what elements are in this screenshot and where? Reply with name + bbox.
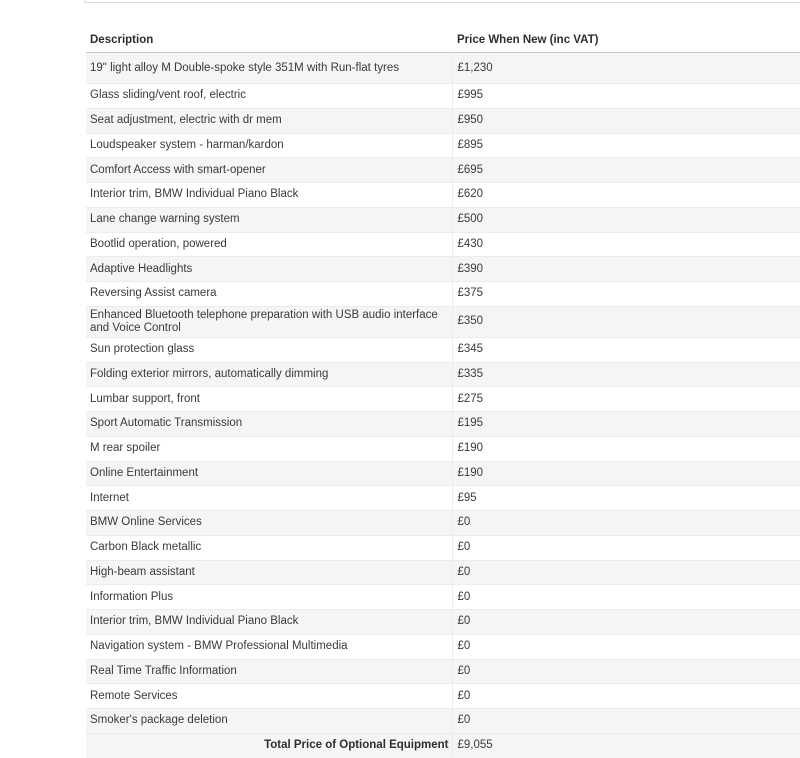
equipment-price: £190	[452, 436, 800, 461]
equipment-description: BMW Online Services	[86, 511, 452, 536]
equipment-description: Sun protection glass	[86, 337, 452, 362]
table-row	[86, 709, 800, 734]
equipment-price: £0	[452, 610, 800, 635]
table-row	[86, 387, 800, 412]
equipment-price: £0	[452, 535, 800, 560]
table-row	[86, 634, 800, 659]
column-header-description: Description	[86, 28, 452, 53]
equipment-description: Navigation system - BMW Professional Multimedia	[86, 634, 452, 659]
equipment-price: £0	[452, 585, 800, 610]
equipment-price: £0	[452, 659, 800, 684]
equipment-price: £95	[452, 486, 800, 511]
equipment-description: Real Time Traffic Information	[86, 659, 452, 684]
equipment-description: Online Entertainment	[86, 461, 452, 486]
optional-equipment-table	[86, 28, 800, 758]
table-row	[86, 684, 800, 709]
equipment-description: Information Plus	[86, 585, 452, 610]
equipment-description: Carbon Black metallic	[86, 535, 452, 560]
equipment-price: £895	[452, 133, 800, 158]
table-body	[86, 53, 800, 734]
equipment-description: Loudspeaker system - harman/kardon	[86, 133, 452, 158]
table-header-row	[86, 28, 800, 53]
equipment-description: Interior trim, BMW Individual Piano Black	[86, 183, 452, 208]
equipment-price: £695	[452, 158, 800, 183]
equipment-price: £0	[452, 634, 800, 659]
equipment-price: £335	[452, 362, 800, 387]
equipment-price: £1,230	[452, 53, 800, 84]
table-row	[86, 53, 800, 84]
table-row	[86, 461, 800, 486]
equipment-description: Folding exterior mirrors, automatically dimming	[86, 362, 452, 387]
equipment-description: Enhanced Bluetooth telephone preparation with USB audio interface and Voice Control	[86, 306, 452, 337]
equipment-description: 19" light alloy M Double-spoke style 351M with Run-flat tyres	[86, 53, 452, 84]
equipment-price: £0	[452, 684, 800, 709]
table-row	[86, 560, 800, 585]
equipment-description: M rear spoiler	[86, 436, 452, 461]
equipment-price: £345	[452, 337, 800, 362]
equipment-price: £620	[452, 183, 800, 208]
table-row	[86, 282, 800, 307]
table-row	[86, 535, 800, 560]
table-row	[86, 436, 800, 461]
equipment-description: Lane change warning system	[86, 207, 452, 232]
equipment-description: Sport Automatic Transmission	[86, 412, 452, 437]
table-row	[86, 183, 800, 208]
table-row	[86, 511, 800, 536]
equipment-price: £375	[452, 282, 800, 307]
equipment-price: £190	[452, 461, 800, 486]
equipment-description: Glass sliding/vent roof, electric	[86, 84, 452, 109]
table-row	[86, 585, 800, 610]
equipment-price: £0	[452, 709, 800, 734]
table-row	[86, 659, 800, 684]
table-row	[86, 306, 800, 337]
equipment-description: Bootlid operation, powered	[86, 232, 452, 257]
table-row	[86, 84, 800, 109]
total-value: £9,055	[452, 733, 800, 758]
table-row	[86, 207, 800, 232]
equipment-price: £0	[452, 560, 800, 585]
equipment-description: Reversing Assist camera	[86, 282, 452, 307]
table-row	[86, 486, 800, 511]
table-row	[86, 412, 800, 437]
equipment-description: Internet	[86, 486, 452, 511]
total-label: Total Price of Optional Equipment	[86, 733, 452, 758]
table-row	[86, 108, 800, 133]
table-row	[86, 133, 800, 158]
equipment-price: £390	[452, 257, 800, 282]
equipment-description: High-beam assistant	[86, 560, 452, 585]
equipment-description: Comfort Access with smart-opener	[86, 158, 452, 183]
equipment-price: £950	[452, 108, 800, 133]
table-row	[86, 362, 800, 387]
table-row	[86, 257, 800, 282]
equipment-price: £995	[452, 84, 800, 109]
equipment-price: £0	[452, 511, 800, 536]
equipment-description: Adaptive Headlights	[86, 257, 452, 282]
equipment-price: £430	[452, 232, 800, 257]
equipment-description: Interior trim, BMW Individual Piano Black	[86, 610, 452, 635]
table-row	[86, 158, 800, 183]
equipment-description: Remote Services	[86, 684, 452, 709]
equipment-price: £275	[452, 387, 800, 412]
top-frame-border	[84, 0, 800, 3]
equipment-price: £500	[452, 207, 800, 232]
equipment-price: £350	[452, 306, 800, 337]
equipment-description: Lumbar support, front	[86, 387, 452, 412]
column-header-price: Price When New (inc VAT)	[452, 28, 800, 53]
table-row	[86, 232, 800, 257]
table-row	[86, 610, 800, 635]
equipment-price: £195	[452, 412, 800, 437]
table-row	[86, 337, 800, 362]
equipment-description: Seat adjustment, electric with dr mem	[86, 108, 452, 133]
equipment-description: Smoker's package deletion	[86, 709, 452, 734]
